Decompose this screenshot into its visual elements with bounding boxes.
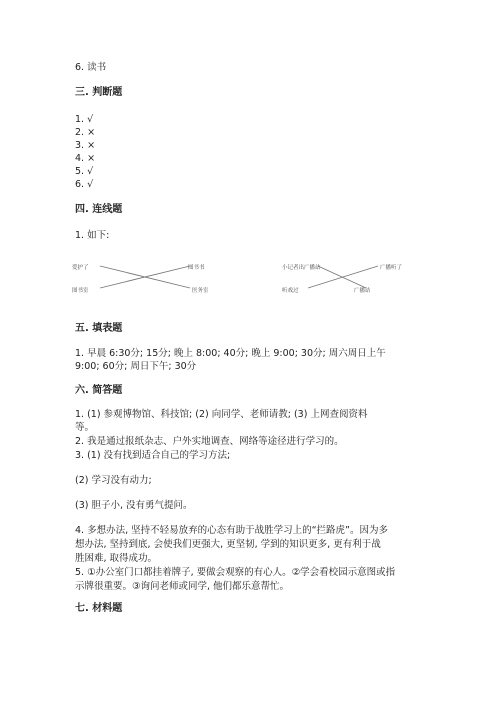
judge-item-3: 3. ×	[75, 140, 96, 151]
short-answer-4-line-3: 胜困难, 取得成功。	[75, 553, 158, 564]
short-answer-2: 2. 我是通过报纸杂志、户外实地调查、网络等途径进行学习的。	[75, 436, 344, 447]
section-6-title: 六. 简答题	[75, 385, 123, 396]
right-bottom-right-label: 广播站	[354, 288, 371, 294]
short-answer-3-line-2: (2) 学习没有动力;	[75, 475, 152, 486]
short-answer-1-line-1: 1. (1) 参观博物馆、科技馆; (2) 向同学、老师请教; (3) 上网查阅资料	[75, 409, 368, 420]
short-answer-1-line-2: 等。	[75, 422, 95, 433]
judge-item-6: 6. √	[75, 179, 94, 190]
fill-table-answer-line-1: 1. 早晨 6:30分; 15分; 晚上 8:00; 40分; 晚上 9:00; 30分; 周六周日上午	[75, 348, 386, 359]
left-bottom-left-label: 图书室	[72, 288, 89, 294]
section-3-title: 三. 判断题	[75, 87, 123, 98]
matching-intro: 1. 如下:	[75, 230, 110, 241]
matching-diagram-left	[70, 258, 250, 298]
left-top-right-label: 图书书	[188, 265, 205, 271]
section-4-title: 四. 连线题	[75, 204, 123, 215]
fill-table-answer-line-2: 9:00; 60分; 周日下午; 30分	[75, 361, 197, 372]
judge-item-2: 2. ×	[75, 127, 96, 138]
right-bottom-left-label: 听戏过	[282, 288, 299, 294]
short-answer-4-line-2: 想办法, 坚持到底, 会使我们更强大, 更坚韧, 学到的知识更多, 更有利于战	[75, 539, 381, 550]
short-answer-5-line-1: 5. ①办公室门口都挂着牌子, 要做会观察的有心人。②学会看校园示意图或指	[75, 567, 396, 578]
right-top-right-label: 广播听了	[380, 265, 403, 271]
section-7-title: 七. 材料题	[75, 603, 123, 614]
judge-item-5: 5. √	[75, 166, 94, 177]
short-answer-3-line-3: (3) 胆子小, 没有勇气提问。	[75, 500, 193, 511]
matching-diagram-right	[278, 258, 428, 298]
left-top-left-label: 爱护了	[72, 265, 89, 271]
section-5-title: 五. 填表题	[75, 323, 123, 334]
left-bottom-right-label: 医务室	[192, 288, 209, 294]
short-answer-5-line-2: 示牌很重要。③询问老师或同学, 他们都乐意帮忙。	[75, 581, 290, 592]
judge-item-1: 1. √	[75, 114, 94, 125]
answer-item-6-reading: 6. 读书	[75, 62, 107, 73]
right-top-left-label: 小记者出广播站	[282, 265, 321, 271]
judge-item-4: 4. ×	[75, 153, 96, 164]
short-answer-4-line-1: 4. 多想办法, 坚持不轻易放弃的心态有助于战胜学习上的“拦路虎”。因为多	[75, 525, 388, 536]
short-answer-3-line-1: 3. (1) 没有找到适合自己的学习方法;	[75, 450, 231, 461]
